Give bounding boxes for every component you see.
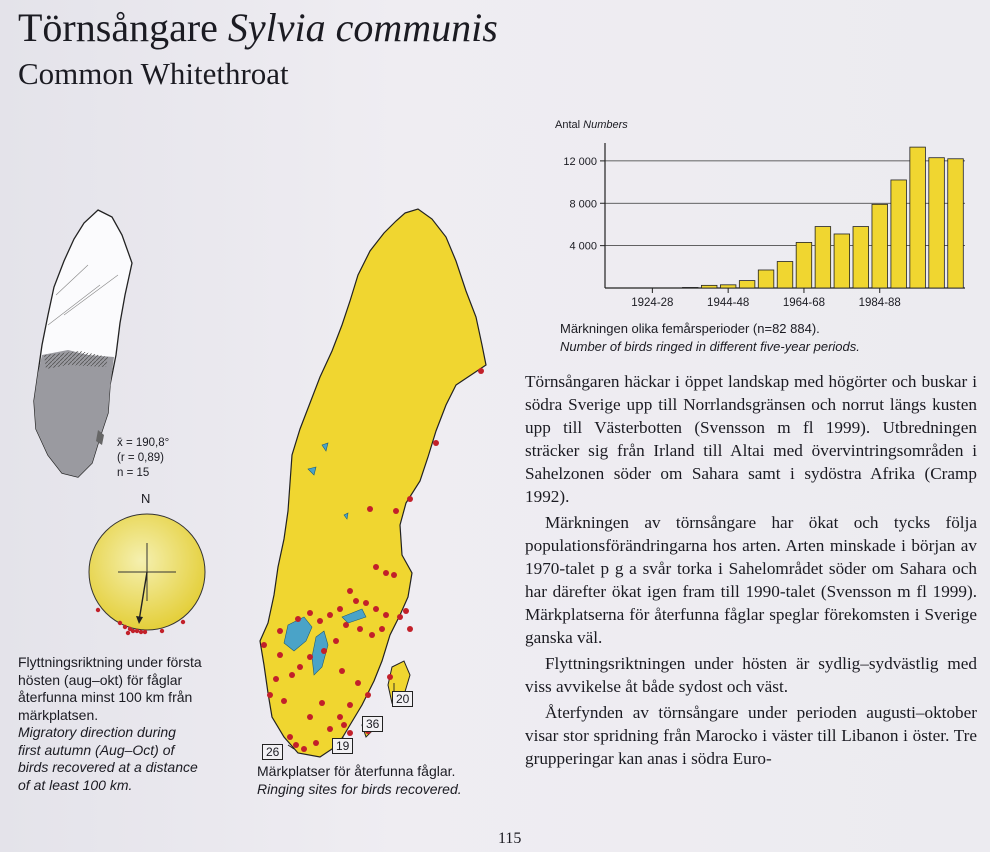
bar xyxy=(834,234,850,288)
bar xyxy=(853,227,869,288)
caption-en-line: of at least 100 km. xyxy=(18,776,133,793)
title-latin: Sylvia communis xyxy=(227,5,498,50)
bar xyxy=(682,287,698,288)
direction-stats xyxy=(117,436,169,481)
north-label: N xyxy=(141,491,151,506)
bar xyxy=(815,227,831,288)
mean-direction: x̄ = 190,8° xyxy=(117,437,170,449)
chart-caption-en: Number of birds ringed in different five-year periods. xyxy=(560,339,860,354)
chart-y-label xyxy=(555,119,628,131)
paragraph: Återfynden av törnsångare under perioden augusti–oktober visar stor spridning från Marocko i väster till Libanon i öster. Tre grupperingar kan anas i södra Euro- xyxy=(525,703,977,768)
page-subtitle: Common Whitethroat xyxy=(18,56,289,91)
bar xyxy=(929,158,945,288)
r-value: (r = 0,89) xyxy=(117,452,164,464)
ringing-sites-map xyxy=(250,205,500,765)
bar xyxy=(948,159,964,288)
direction-circle xyxy=(80,506,215,641)
bar xyxy=(796,242,812,288)
caption-sv-line: Flyttningsriktning under första xyxy=(18,654,202,670)
x-tick-label: 1924-28 xyxy=(631,297,674,309)
map-caption xyxy=(257,763,462,798)
bar xyxy=(872,204,888,288)
page-title xyxy=(18,4,498,52)
bar xyxy=(701,285,717,288)
caption-en-line: first autumn (Aug–Oct) of xyxy=(18,741,175,758)
bar xyxy=(777,262,793,288)
x-tick-label: 1984-88 xyxy=(858,297,901,309)
chart-caption-sv: Märkningen olika femårsperioder (n=82 884). xyxy=(560,321,820,336)
y-tick-label: 4 000 xyxy=(569,240,597,253)
page-number: 115 xyxy=(498,830,522,847)
map-box-label: 19 xyxy=(332,738,353,754)
title-swedish: Törnsångare xyxy=(18,5,218,50)
ringing-bar-chart xyxy=(540,135,980,315)
x-tick-label: 1944-48 xyxy=(707,297,750,309)
paragraph: Törnsångaren häckar i öppet landskap med högörter och buskar i södra Sverige upp till Norrlandsgränsen och norrut längs kusten upp till Västerbotten (Svensson m fl 1999). Utbredningen sträcker sig från Irland till Altai med övervintringsområden i Sahelzonen söder om Sahara samt i sydöstra Afrika (Cramp 1992). xyxy=(525,372,977,506)
bar xyxy=(891,180,907,288)
paragraph: Märkningen av törnsångare har ökat och tycks följa populationsförändringarna hos arten. Arten minskade i början av 1970-talet p g a svår torka i Sahelområdet söder om Sahara och har därefter ökat igen fram till 1990-talet (Svensson m fl 1999). Märkplatserna för återfunna fåglar speglar förekomsten i Sverige ganska väl. xyxy=(525,513,977,647)
caption-sv-line: märkplatsen. xyxy=(18,706,99,723)
bar xyxy=(910,147,926,288)
n-value: n = 15 xyxy=(117,467,150,479)
body-text xyxy=(525,370,977,773)
caption-en-line: Migratory direction during xyxy=(18,724,176,740)
bar xyxy=(720,285,736,288)
map-box-label: 20 xyxy=(392,691,413,707)
caption-en-line: birds recovered at a distance xyxy=(18,759,198,775)
paragraph: Flyttningsriktningen under hösten är sydlig–sydvästlig med viss avvikelse åt både sydost och väst. xyxy=(525,654,977,696)
bar xyxy=(758,270,774,288)
x-tick-label: 1964-68 xyxy=(782,297,826,309)
direction-caption xyxy=(18,654,202,794)
map-box-label: 26 xyxy=(262,744,283,760)
y-tick-label: 8 000 xyxy=(569,198,597,211)
caption-sv-line: hösten (aug–okt) för fåglar xyxy=(18,671,183,688)
map-box-label: 36 xyxy=(362,716,383,732)
map-caption-en: Ringing sites for birds recovered. xyxy=(257,780,462,797)
map-caption-sv: Märkplatser för återfunna fåglar. xyxy=(257,763,456,779)
caption-sv-line: återfunna minst 100 km från xyxy=(18,689,193,705)
ylabel-sv: Antal xyxy=(555,119,581,131)
ylabel-en: Numbers xyxy=(583,119,628,131)
y-tick-label: 12 000 xyxy=(563,155,597,168)
bar xyxy=(739,281,755,288)
